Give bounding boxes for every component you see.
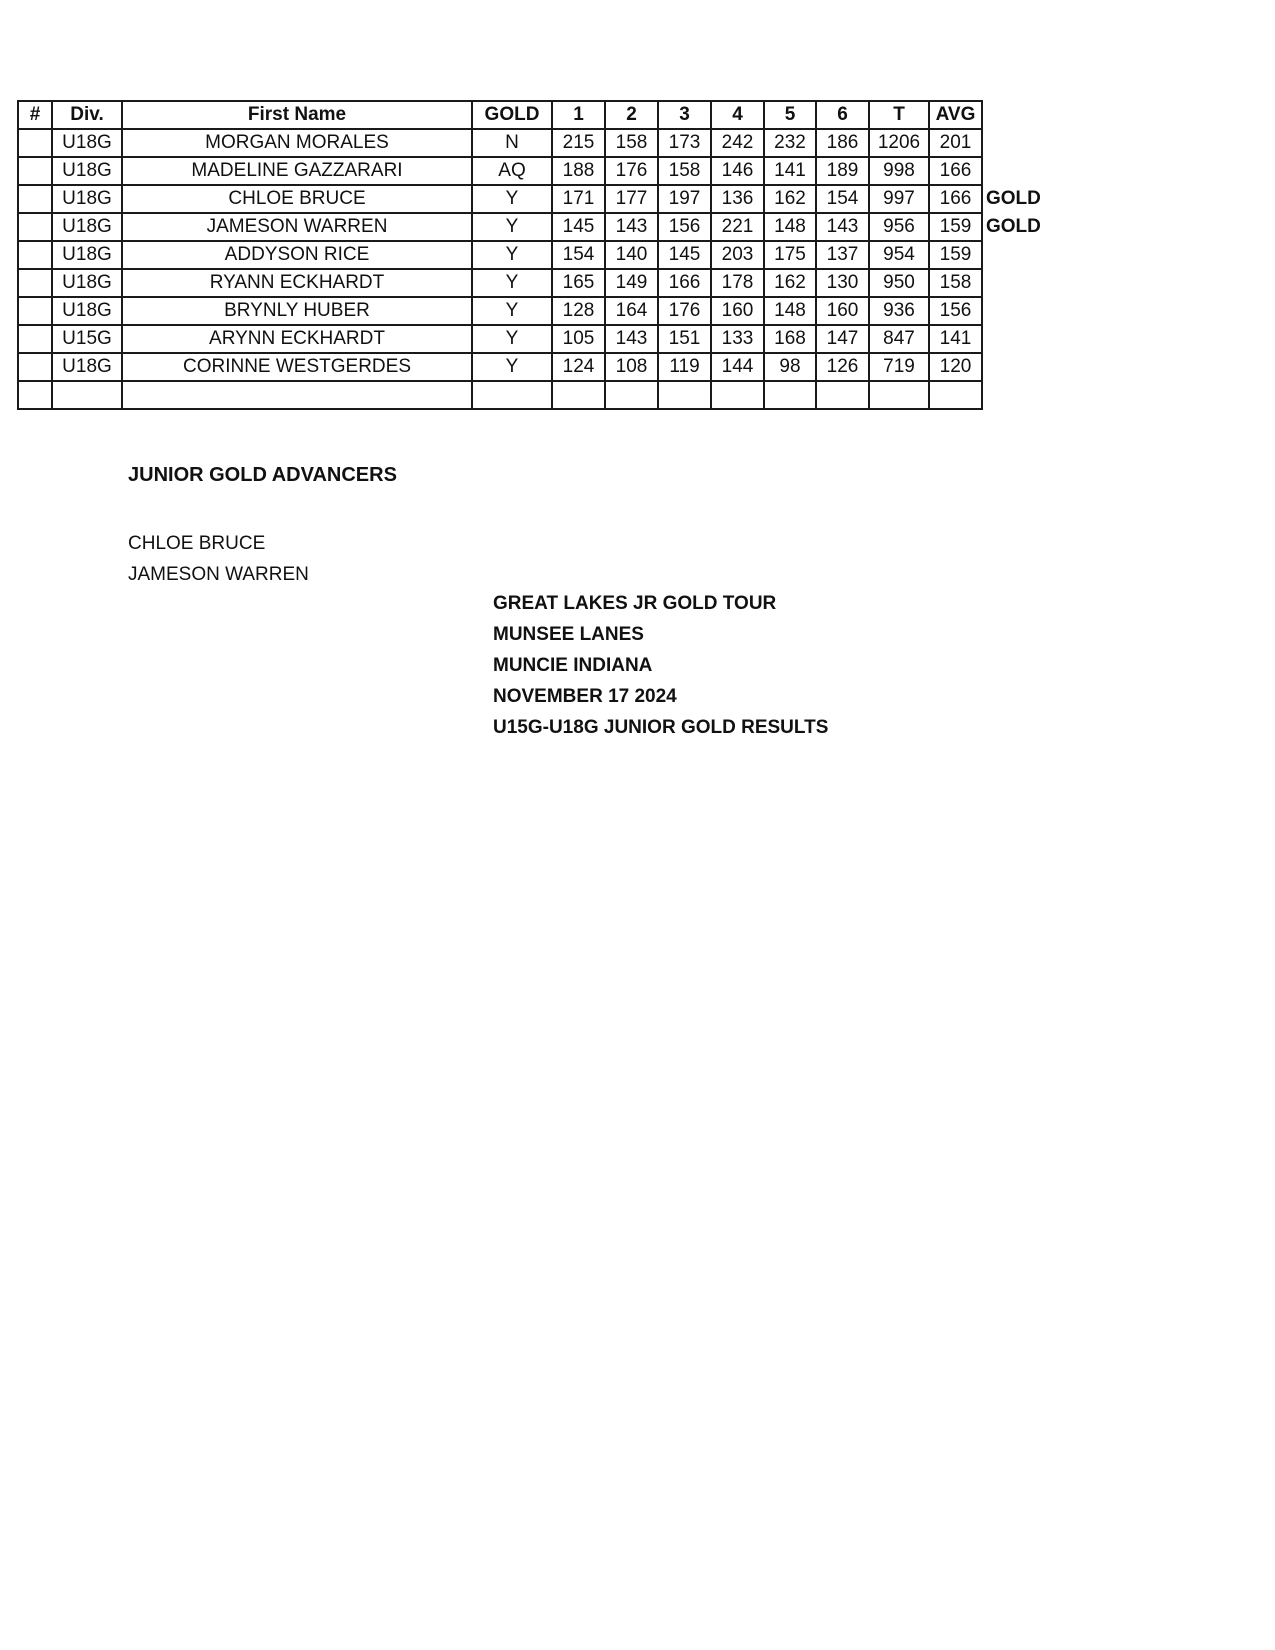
cell-division	[52, 381, 122, 409]
cell-gold: Y	[472, 325, 552, 353]
cell-division: U18G	[52, 185, 122, 213]
cell-game-3: 151	[658, 325, 711, 353]
event-venue: MUNSEE LANES	[493, 624, 644, 645]
cell-average	[929, 381, 982, 409]
cell-game-3: 119	[658, 353, 711, 381]
cell-total: 998	[869, 157, 929, 185]
cell-division: U18G	[52, 213, 122, 241]
cell-total: 954	[869, 241, 929, 269]
cell-division: U18G	[52, 241, 122, 269]
cell-first-name: BRYNLY HUBER	[122, 297, 472, 325]
cell-number	[18, 381, 52, 409]
cell-game-5: 162	[764, 185, 816, 213]
cell-gold: Y	[472, 269, 552, 297]
event-date: NOVEMBER 17 2024	[493, 686, 677, 707]
gold-qualifier-note	[982, 297, 1042, 325]
cell-total: 936	[869, 297, 929, 325]
cell-game-4: 178	[711, 269, 764, 297]
advancer-name: JAMESON WARREN	[128, 564, 309, 585]
gold-qualifier-note	[982, 269, 1042, 297]
cell-first-name: CORINNE WESTGERDES	[122, 353, 472, 381]
cell-game-1: 188	[552, 157, 605, 185]
cell-gold: AQ	[472, 157, 552, 185]
cell-gold	[472, 381, 552, 409]
cell-total: 719	[869, 353, 929, 381]
cell-gold: Y	[472, 213, 552, 241]
cell-first-name: RYANN ECKHARDT	[122, 269, 472, 297]
cell-total: 1206	[869, 129, 929, 157]
gold-qualifier-note	[982, 241, 1042, 269]
cell-average: 141	[929, 325, 982, 353]
cell-game-1: 165	[552, 269, 605, 297]
cell-game-1	[552, 381, 605, 409]
cell-game-2: 176	[605, 157, 658, 185]
cell-game-1: 145	[552, 213, 605, 241]
gold-qualifier-note	[982, 353, 1042, 381]
cell-number	[18, 241, 52, 269]
advancers-list	[128, 528, 309, 590]
cell-gold: Y	[472, 241, 552, 269]
cell-game-3: 158	[658, 157, 711, 185]
event-tour-name: GREAT LAKES JR GOLD TOUR	[493, 593, 777, 614]
cell-average: 159	[929, 213, 982, 241]
cell-game-6: 126	[816, 353, 869, 381]
cell-average: 158	[929, 269, 982, 297]
cell-game-2: 164	[605, 297, 658, 325]
cell-game-3: 173	[658, 129, 711, 157]
cell-game-3: 145	[658, 241, 711, 269]
cell-game-5: 175	[764, 241, 816, 269]
cell-game-5	[764, 381, 816, 409]
cell-gold: Y	[472, 353, 552, 381]
cell-game-5: 168	[764, 325, 816, 353]
cell-game-3: 176	[658, 297, 711, 325]
cell-game-4: 160	[711, 297, 764, 325]
cell-number	[18, 129, 52, 157]
gold-qualifier-note: GOLD	[986, 216, 1041, 237]
cell-game-3	[658, 381, 711, 409]
table-row	[18, 157, 1042, 185]
gold-qualifier-note	[982, 325, 1042, 353]
cell-game-6: 186	[816, 129, 869, 157]
cell-game-1: 128	[552, 297, 605, 325]
cell-number	[18, 297, 52, 325]
cell-game-4: 221	[711, 213, 764, 241]
cell-game-6: 147	[816, 325, 869, 353]
cell-game-6: 143	[816, 213, 869, 241]
cell-division: U18G	[52, 157, 122, 185]
results-table	[17, 100, 1043, 410]
column-header-division: Div.	[52, 101, 122, 129]
gold-qualifier-note: GOLD	[986, 188, 1041, 209]
cell-gold: N	[472, 129, 552, 157]
cell-number	[18, 325, 52, 353]
cell-gold: Y	[472, 297, 552, 325]
cell-average: 166	[929, 185, 982, 213]
cell-game-6: 160	[816, 297, 869, 325]
event-location: MUNCIE INDIANA	[493, 655, 653, 676]
cell-number	[18, 269, 52, 297]
gold-qualifier-note	[982, 381, 1042, 409]
column-header-number: #	[18, 101, 52, 129]
cell-game-1: 154	[552, 241, 605, 269]
cell-average: 201	[929, 129, 982, 157]
cell-total: 847	[869, 325, 929, 353]
cell-game-4	[711, 381, 764, 409]
note-column-spacer	[982, 101, 1042, 129]
table-row	[18, 325, 1042, 353]
table-row	[18, 269, 1042, 297]
cell-game-2: 143	[605, 213, 658, 241]
cell-gold: Y	[472, 185, 552, 213]
table-row	[18, 353, 1042, 381]
cell-division: U15G	[52, 325, 122, 353]
table-row	[18, 381, 1042, 409]
column-header-game-6: 6	[816, 101, 869, 129]
cell-game-2: 149	[605, 269, 658, 297]
advancers-heading: JUNIOR GOLD ADVANCERS	[128, 464, 397, 486]
cell-total: 950	[869, 269, 929, 297]
column-header-game-5: 5	[764, 101, 816, 129]
cell-game-3: 197	[658, 185, 711, 213]
event-results-title: U15G-U18G JUNIOR GOLD RESULTS	[493, 717, 829, 738]
cell-game-2	[605, 381, 658, 409]
cell-game-5: 162	[764, 269, 816, 297]
cell-game-4: 133	[711, 325, 764, 353]
cell-game-6: 154	[816, 185, 869, 213]
column-header-average: AVG	[929, 101, 982, 129]
cell-game-2: 143	[605, 325, 658, 353]
cell-game-5: 232	[764, 129, 816, 157]
cell-game-4: 136	[711, 185, 764, 213]
column-header-total: T	[869, 101, 929, 129]
cell-first-name: ARYNN ECKHARDT	[122, 325, 472, 353]
cell-game-4: 203	[711, 241, 764, 269]
column-header-game-3: 3	[658, 101, 711, 129]
cell-division: U18G	[52, 353, 122, 381]
table-row	[18, 185, 1042, 213]
cell-game-5: 148	[764, 213, 816, 241]
cell-number	[18, 185, 52, 213]
cell-average: 166	[929, 157, 982, 185]
cell-game-2: 140	[605, 241, 658, 269]
column-header-gold: GOLD	[472, 101, 552, 129]
cell-total: 997	[869, 185, 929, 213]
cell-game-1: 105	[552, 325, 605, 353]
results-body	[18, 129, 1042, 409]
cell-game-2: 108	[605, 353, 658, 381]
cell-game-4: 144	[711, 353, 764, 381]
cell-game-3: 166	[658, 269, 711, 297]
column-header-game-2: 2	[605, 101, 658, 129]
cell-average: 159	[929, 241, 982, 269]
cell-number	[18, 157, 52, 185]
cell-total	[869, 381, 929, 409]
cell-division: U18G	[52, 269, 122, 297]
cell-total: 956	[869, 213, 929, 241]
column-header-first-name: First Name	[122, 101, 472, 129]
cell-division: U18G	[52, 129, 122, 157]
cell-game-2: 158	[605, 129, 658, 157]
table-header-row	[18, 101, 1042, 129]
cell-game-6: 130	[816, 269, 869, 297]
cell-first-name: JAMESON WARREN	[122, 213, 472, 241]
cell-game-4: 242	[711, 129, 764, 157]
event-info	[493, 588, 828, 743]
cell-first-name: MORGAN MORALES	[122, 129, 472, 157]
cell-game-3: 156	[658, 213, 711, 241]
cell-game-1: 124	[552, 353, 605, 381]
cell-number	[18, 353, 52, 381]
cell-first-name	[122, 381, 472, 409]
cell-average: 156	[929, 297, 982, 325]
cell-first-name: MADELINE GAZZARARI	[122, 157, 472, 185]
gold-qualifier-note	[982, 157, 1042, 185]
cell-game-4: 146	[711, 157, 764, 185]
column-header-game-4: 4	[711, 101, 764, 129]
cell-game-6	[816, 381, 869, 409]
cell-game-6: 189	[816, 157, 869, 185]
column-header-game-1: 1	[552, 101, 605, 129]
advancer-name: CHLOE BRUCE	[128, 533, 266, 554]
cell-first-name: CHLOE BRUCE	[122, 185, 472, 213]
table-row	[18, 241, 1042, 269]
cell-first-name: ADDYSON RICE	[122, 241, 472, 269]
cell-number	[18, 213, 52, 241]
cell-game-1: 215	[552, 129, 605, 157]
cell-game-2: 177	[605, 185, 658, 213]
gold-qualifier-note	[982, 129, 1042, 157]
cell-game-5: 148	[764, 297, 816, 325]
cell-division: U18G	[52, 297, 122, 325]
table-row	[18, 129, 1042, 157]
cell-game-1: 171	[552, 185, 605, 213]
cell-game-5: 98	[764, 353, 816, 381]
cell-game-6: 137	[816, 241, 869, 269]
table-row	[18, 297, 1042, 325]
cell-game-5: 141	[764, 157, 816, 185]
cell-average: 120	[929, 353, 982, 381]
table-row	[18, 213, 1042, 241]
